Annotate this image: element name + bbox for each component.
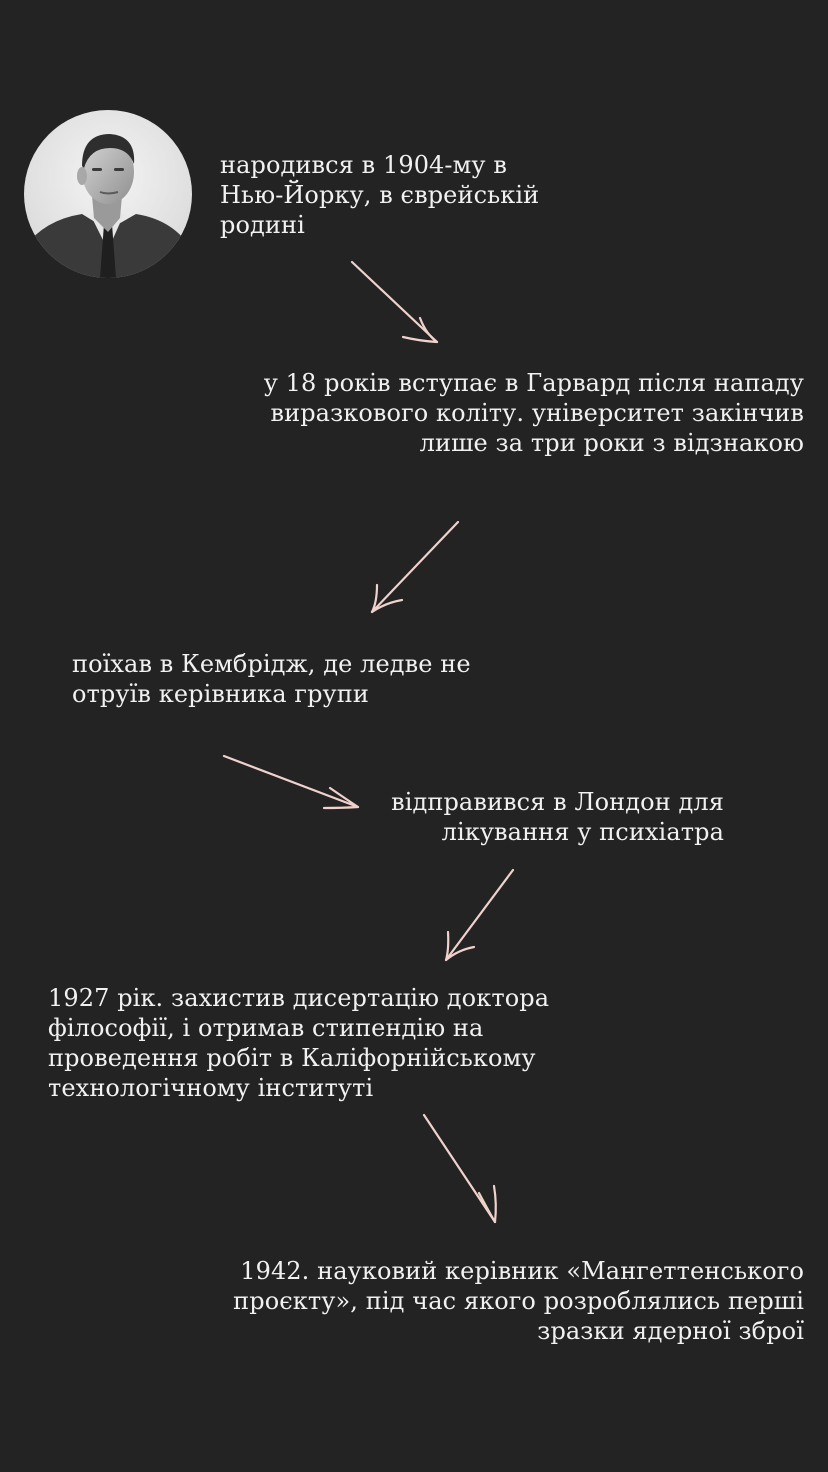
timeline-step-6: 1942. науковий керівник «Мангеттенського проєкту», під час якого розроблялись перші зразки ядерної зброї bbox=[233, 1257, 804, 1345]
arrow-2-icon bbox=[372, 522, 458, 612]
arrow-4-icon bbox=[446, 870, 513, 960]
timeline-step-5: 1927 рік. захистив дисертацію доктора філософії, і отримав стипендію на проведення робіт в Каліфорнійському технологічному інституті bbox=[48, 984, 550, 1102]
timeline-step-2: у 18 років вступає в Гарвард після нападу виразкового коліту. університет закінчив лише за три роки з відзнакою bbox=[263, 369, 804, 457]
timeline-step-4: відправився в Лондон для лікування у психіатра bbox=[391, 788, 724, 846]
arrow-3-icon bbox=[224, 756, 358, 808]
timeline-step-1: народився в 1904-му в Нью-Йорку, в єврейській родині bbox=[220, 151, 540, 239]
arrow-5-icon bbox=[424, 1115, 496, 1222]
timeline-step-3: поїхав в Кембрідж, де ледве не отруїв керівника групи bbox=[72, 650, 471, 708]
arrow-1-icon bbox=[352, 262, 437, 342]
